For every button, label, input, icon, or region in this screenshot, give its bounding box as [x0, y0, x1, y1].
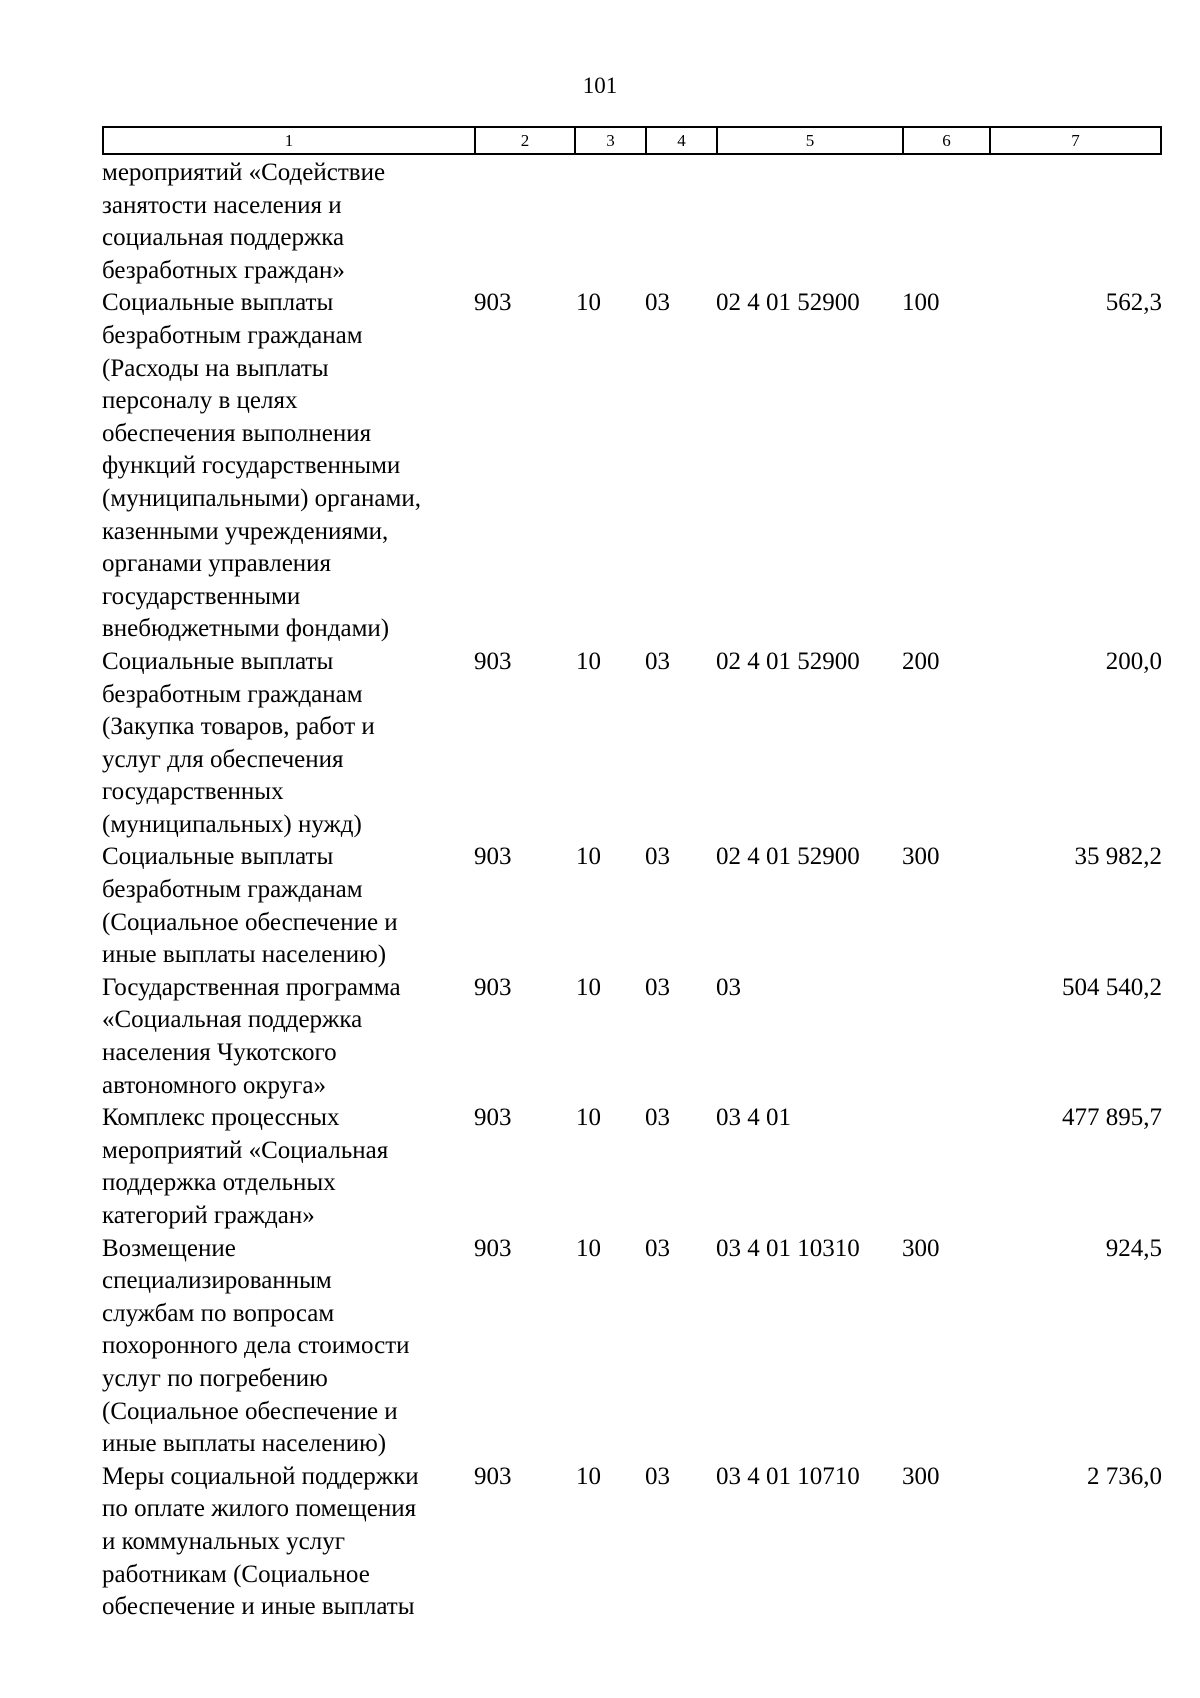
table-row: [102, 972, 1162, 1102]
row-name-line: государственными: [102, 582, 301, 610]
header-col-6: 6: [904, 128, 991, 153]
row-subsection: 03: [645, 1234, 670, 1262]
row-grbs: 903: [474, 1462, 512, 1490]
row-subsection: 03: [645, 647, 670, 675]
row-amount: 2 736,0: [1087, 1462, 1162, 1490]
row-name-line: обеспечения выполнения: [102, 419, 372, 447]
row-grbs: [474, 157, 574, 287]
row-expense-type: 300: [902, 1234, 940, 1262]
row-amount: 562,3: [1105, 289, 1162, 317]
header-col-2: 2: [476, 128, 576, 153]
row-name-line: занятости населения и: [102, 191, 342, 219]
row-name-line: (Закупка товаров, работ и: [102, 713, 375, 741]
row-expense-type: 100: [902, 289, 940, 317]
table-row: [102, 1233, 1162, 1461]
header-col-1: 1: [104, 128, 476, 153]
row-name-line: автономного округа»: [102, 1071, 327, 1099]
table-header: [102, 126, 1162, 155]
header-col-7: 7: [1071, 131, 1080, 150]
row-amount: 35 982,2: [1074, 843, 1162, 871]
row-section: 10: [576, 843, 601, 871]
row-name: [102, 646, 474, 842]
row-target-item: 03 4 01 10710: [716, 1462, 860, 1490]
table-row: [102, 287, 1162, 646]
page-number: 101: [582, 73, 618, 98]
row-name-line: Комплекс процессных: [102, 1104, 340, 1132]
row-amount: 477 895,7: [1062, 1104, 1162, 1132]
row-section: 10: [576, 289, 601, 317]
row-subsection: 03: [645, 289, 670, 317]
row-grbs: 903: [474, 843, 512, 871]
row-expense-type: 300: [902, 1462, 940, 1490]
row-target-item: 03 4 01 10310: [716, 1234, 860, 1262]
row-name-line: безработных граждан»: [102, 256, 345, 284]
row-name-line: Возмещение: [102, 1234, 236, 1262]
row-name-line: безработным гражданам: [102, 680, 363, 708]
header-col-4: 4: [647, 128, 718, 153]
row-name-line: (муниципальными) органами,: [102, 484, 421, 512]
row-name-line: Государственная программа: [102, 973, 401, 1001]
row-name-line: социальная поддержка: [102, 224, 345, 252]
row-name-line: мероприятий «Содействие: [102, 159, 386, 186]
row-name: [102, 972, 474, 1102]
row-grbs: 903: [474, 289, 512, 317]
row-name-line: казенными учреждениями,: [102, 517, 389, 545]
row-name: [102, 1233, 474, 1461]
row-expense-type: [902, 1102, 989, 1232]
row-target-item: [716, 157, 902, 287]
row-name-line: и коммунальных услуг: [102, 1527, 345, 1555]
row-name-line: обеспечение и иные выплаты: [102, 1593, 415, 1621]
row-target-item: 02 4 01 52900: [716, 289, 860, 317]
row-target-item: 03: [716, 973, 741, 1001]
row-grbs: 903: [474, 1234, 512, 1262]
row-expense-type: 200: [902, 647, 940, 675]
row-grbs: 903: [474, 647, 512, 675]
header-col-5: 5: [718, 128, 904, 153]
row-target-item: 02 4 01 52900: [716, 647, 860, 675]
row-name-line: службам по вопросам: [102, 1299, 335, 1327]
row-amount: [989, 157, 1162, 287]
table-row: [102, 841, 1162, 971]
row-amount: 924,5: [1105, 1234, 1162, 1262]
row-section: 10: [576, 973, 601, 1001]
row-section: 10: [576, 647, 601, 675]
row-name-line: специализированным: [102, 1267, 332, 1295]
row-name: [102, 157, 474, 287]
row-expense-type: 300: [902, 843, 940, 871]
row-name-line: иные выплаты населению): [102, 1430, 387, 1458]
row-name-line: безработным гражданам: [102, 321, 363, 349]
row-section: 10: [576, 1234, 601, 1262]
row-name-line: внебюджетными фондами): [102, 615, 390, 643]
row-subsection: 03: [645, 1104, 670, 1132]
row-expense-type: [902, 157, 989, 287]
table-row: [102, 646, 1162, 842]
row-name-line: персоналу в целях: [102, 387, 298, 415]
row-name-line: (Социальное обеспечение и: [102, 908, 398, 936]
row-section: 10: [576, 1104, 601, 1132]
row-name-line: иные выплаты населению): [102, 941, 387, 969]
table-body: [102, 157, 1162, 1624]
row-name-line: категорий граждан»: [102, 1202, 315, 1229]
row-name: [102, 287, 474, 646]
row-name-line: похоронного дела стоимости: [102, 1332, 410, 1360]
row-section: 10: [576, 1462, 601, 1490]
row-grbs: 903: [474, 973, 512, 1001]
row-subsection: 03: [645, 1462, 670, 1490]
row-name-line: Социальные выплаты: [102, 289, 334, 317]
row-name-line: органами управления: [102, 550, 332, 578]
row-name-line: функций государственными: [102, 452, 401, 480]
row-target-item: 03 4 01: [716, 1104, 791, 1132]
row-amount: 504 540,2: [1062, 973, 1162, 1001]
row-subsection: 03: [645, 843, 670, 871]
row-name-line: услуг для обеспечения: [102, 745, 344, 773]
row-expense-type: [902, 972, 989, 1102]
row-grbs: 903: [474, 1104, 512, 1132]
row-name-line: государственных: [102, 778, 284, 806]
row-name-line: (Расходы на выплаты: [102, 354, 329, 382]
row-name-line: безработным гражданам: [102, 876, 363, 904]
row-name-line: мероприятий «Социальная: [102, 1136, 389, 1164]
row-subsection: [645, 157, 716, 287]
row-name-line: поддержка отдельных: [102, 1169, 336, 1197]
row-name: [102, 841, 474, 971]
row-name-line: Меры социальной поддержки: [102, 1462, 419, 1490]
row-name-line: услуг по погребению: [102, 1364, 328, 1392]
row-name-line: работникам (Социальное: [102, 1560, 370, 1588]
row-name: [102, 1102, 474, 1232]
row-subsection: 03: [645, 973, 670, 1001]
table-row: [102, 1102, 1162, 1232]
row-section: [574, 157, 645, 287]
row-target-item: 02 4 01 52900: [716, 843, 860, 871]
row-name-line: Социальные выплаты: [102, 843, 334, 871]
row-name-line: Социальные выплаты: [102, 647, 334, 675]
row-amount: 200,0: [1105, 647, 1162, 675]
row-name-line: «Социальная поддержка: [102, 1006, 363, 1034]
table-row: [102, 157, 1162, 287]
row-name-line: населения Чукотского: [102, 1039, 337, 1067]
row-name: [102, 1461, 474, 1624]
row-name-line: по оплате жилого помещения: [102, 1495, 417, 1523]
row-name-line: (муниципальных) нужд): [102, 810, 362, 838]
row-name-line: (Социальное обеспечение и: [102, 1397, 398, 1425]
header-col-3: 3: [576, 128, 647, 153]
table-row: [102, 1461, 1162, 1624]
